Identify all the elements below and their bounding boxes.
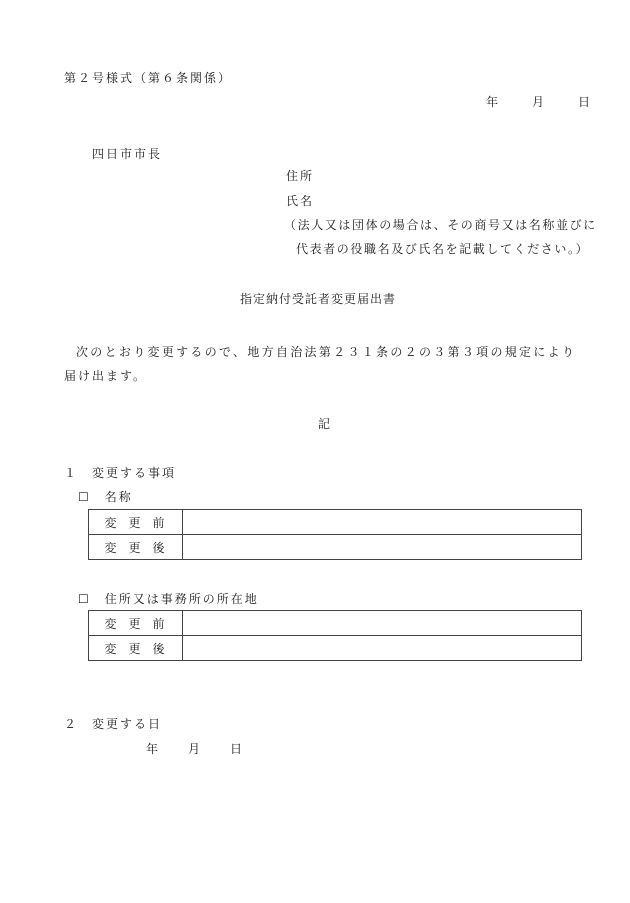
address-change-table [88, 610, 582, 661]
before-label: 変更前 [89, 510, 183, 535]
ki-heading: 記 [318, 417, 331, 431]
table-row [89, 535, 582, 560]
date-year: 年 [486, 95, 499, 109]
section1-heading: １ 変更する事項 [64, 466, 177, 480]
date-day: 日 [578, 95, 591, 109]
applicant-note-line1: （法人又は団体の場合は、その商号又は名称並びに [284, 218, 597, 232]
applicant-note-line2: 代表者の役職名及び氏名を記載してください。） [296, 242, 590, 256]
table-row [89, 611, 582, 636]
date-month: 月 [532, 95, 545, 109]
after-label: 変更後 [89, 535, 183, 560]
name-checkbox-label[interactable]: ☐ 名称 [78, 490, 133, 504]
form-number: 第２号様式（第６条関係） [64, 71, 233, 85]
addressee: 四日市市長 [92, 147, 163, 161]
body-line1: 次のとおり変更するので、地方自治法第２３１条の２の３第３項の規定により [76, 345, 577, 359]
name-label: 氏名 [286, 194, 315, 208]
table-row [89, 510, 582, 535]
body-line2: 届け出ます。 [64, 369, 148, 383]
name-before-field[interactable] [183, 510, 582, 535]
change-date-month: 月 [188, 742, 201, 756]
address-after-field[interactable] [183, 636, 582, 661]
address-checkbox-label[interactable]: ☐ 住所又は事務所の所在地 [78, 592, 259, 606]
address-before-field[interactable] [183, 611, 582, 636]
document-title: 指定納付受託者変更届出書 [240, 292, 397, 306]
name-after-field[interactable] [183, 535, 582, 560]
address-label: 住所 [286, 169, 315, 183]
submission-date [486, 93, 590, 109]
after-label: 変更後 [89, 636, 183, 661]
change-date-day: 日 [230, 742, 243, 756]
before-label: 変更前 [89, 611, 183, 636]
name-change-table [88, 509, 582, 560]
table-row [89, 636, 582, 661]
change-date [146, 740, 250, 756]
section2-heading: ２ 変更する日 [64, 717, 163, 731]
change-date-year: 年 [146, 742, 159, 756]
